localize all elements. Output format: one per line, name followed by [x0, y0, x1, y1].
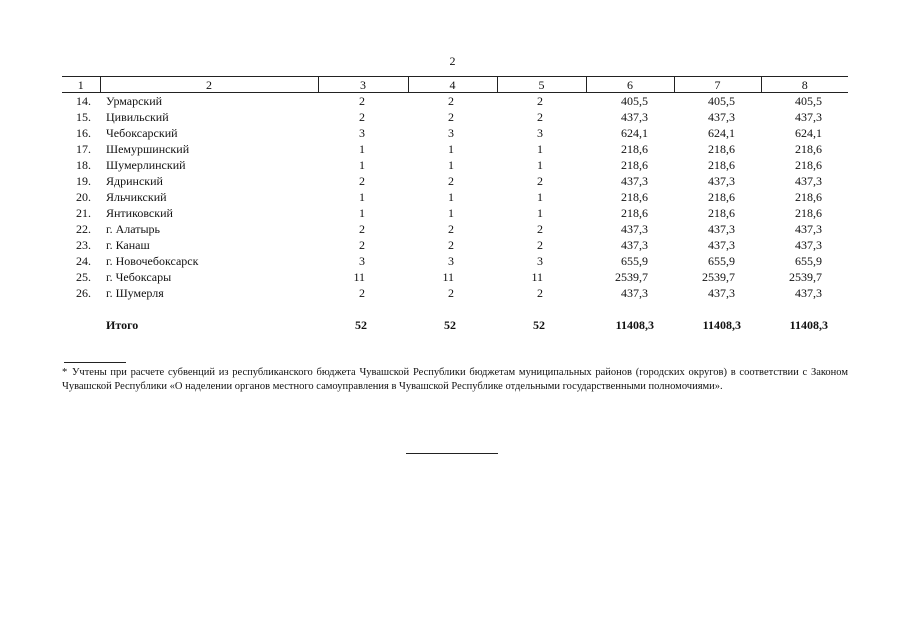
value-cell: 2: [537, 94, 543, 108]
table-row: [62, 141, 848, 157]
value-cell: 437,3: [621, 110, 648, 124]
value-cell: 2: [448, 94, 454, 108]
district-name: Ядринский: [106, 174, 163, 188]
total-value: 52: [355, 318, 367, 332]
value-cell: 218,6: [795, 190, 822, 204]
value-cell: 218,6: [708, 206, 735, 220]
column-header: 3: [318, 77, 408, 93]
row-number: 23.: [76, 238, 91, 252]
value-cell: 3: [359, 254, 365, 268]
value-cell: 2: [537, 222, 543, 236]
value-cell: 437,3: [621, 238, 648, 252]
value-cell: 1: [537, 190, 543, 204]
value-cell: 2: [448, 222, 454, 236]
value-cell: 1: [537, 158, 543, 172]
table-row: [62, 221, 848, 237]
value-cell: 2539,7: [702, 270, 735, 284]
district-name: г. Шумерля: [106, 286, 164, 300]
value-cell: 437,3: [795, 286, 822, 300]
value-cell: 2: [359, 110, 365, 124]
district-name: Чебоксарский: [106, 126, 178, 140]
page-number: 2: [449, 54, 456, 68]
value-cell: 218,6: [795, 142, 822, 156]
row-number: 15.: [76, 110, 91, 124]
district-name: г. Чебоксары: [106, 270, 172, 284]
value-cell: 437,3: [795, 110, 822, 124]
table-row: [62, 125, 848, 141]
district-name: Шумерлинский: [106, 158, 186, 172]
district-name: Урмарский: [106, 94, 163, 108]
value-cell: 3: [359, 126, 365, 140]
value-cell: 624,1: [795, 126, 822, 140]
table-row: [62, 285, 848, 301]
value-cell: 3: [537, 126, 543, 140]
value-cell: 1: [448, 190, 454, 204]
row-number: 21.: [76, 206, 91, 220]
value-cell: 1: [537, 206, 543, 220]
value-cell: 1: [448, 142, 454, 156]
total-value: 52: [444, 318, 456, 332]
district-name: Цивильский: [106, 110, 169, 124]
value-cell: 1: [537, 142, 543, 156]
value-cell: 405,5: [621, 94, 648, 108]
row-number: 17.: [76, 142, 91, 156]
value-cell: 2: [448, 174, 454, 188]
row-number: 26.: [76, 286, 91, 300]
value-cell: 1: [448, 206, 454, 220]
value-cell: 405,5: [708, 94, 735, 108]
total-value: 11408,3: [702, 318, 741, 332]
value-cell: 218,6: [795, 206, 822, 220]
value-cell: 11: [442, 270, 454, 284]
column-header: 7: [674, 77, 761, 93]
value-cell: 2: [537, 238, 543, 252]
district-name: г. Новочебоксарск: [106, 254, 199, 268]
row-number: 22.: [76, 222, 91, 236]
row-number: 16.: [76, 126, 91, 140]
table-row: [62, 205, 848, 221]
table-row: [62, 253, 848, 269]
value-cell: 218,6: [621, 158, 648, 172]
value-cell: 2: [448, 286, 454, 300]
value-cell: 1: [359, 158, 365, 172]
value-cell: 437,3: [795, 174, 822, 188]
value-cell: 655,9: [708, 254, 735, 268]
value-cell: 2: [359, 238, 365, 252]
value-cell: 3: [448, 126, 454, 140]
value-cell: 437,3: [708, 238, 735, 252]
row-number: 25.: [76, 270, 91, 284]
value-cell: 2539,7: [615, 270, 648, 284]
subvention-table: [62, 76, 848, 333]
value-cell: 437,3: [795, 222, 822, 236]
total-row: [62, 317, 848, 333]
row-number: [62, 317, 100, 333]
district-name: Шемуршинский: [106, 142, 190, 156]
column-header: 2: [100, 77, 318, 93]
row-number: 19.: [76, 174, 91, 188]
value-cell: 3: [448, 254, 454, 268]
value-cell: 1: [448, 158, 454, 172]
table-header-row: [62, 77, 848, 93]
value-cell: 11: [353, 270, 365, 284]
value-cell: 218,6: [708, 190, 735, 204]
district-name: Яльчикский: [106, 190, 167, 204]
row-number: 20.: [76, 190, 91, 204]
value-cell: 2: [359, 286, 365, 300]
value-cell: 2: [537, 286, 543, 300]
total-value: 52: [533, 318, 545, 332]
end-divider: [406, 453, 498, 454]
value-cell: 437,3: [708, 222, 735, 236]
table-row: [62, 269, 848, 285]
value-cell: 437,3: [708, 174, 735, 188]
row-number: 14.: [76, 94, 91, 108]
value-cell: 437,3: [621, 222, 648, 236]
value-cell: 2: [448, 110, 454, 124]
spacer-row: [62, 301, 848, 317]
table-row: [62, 189, 848, 205]
value-cell: 437,3: [621, 286, 648, 300]
value-cell: 2: [359, 174, 365, 188]
value-cell: 1: [359, 142, 365, 156]
district-name: г. Канаш: [106, 238, 150, 252]
total-value: 11408,3: [615, 318, 654, 332]
value-cell: 437,3: [621, 174, 648, 188]
value-cell: 437,3: [795, 238, 822, 252]
column-header: 8: [761, 77, 848, 93]
row-number: 18.: [76, 158, 91, 172]
value-cell: 2539,7: [789, 270, 822, 284]
value-cell: 218,6: [795, 158, 822, 172]
value-cell: 2: [537, 110, 543, 124]
value-cell: 1: [359, 206, 365, 220]
value-cell: 655,9: [795, 254, 822, 268]
total-value: 11408,3: [789, 318, 828, 332]
value-cell: 218,6: [708, 158, 735, 172]
table-row: [62, 173, 848, 189]
district-name: Янтиковский: [106, 206, 173, 220]
value-cell: 218,6: [708, 142, 735, 156]
value-cell: 218,6: [621, 142, 648, 156]
value-cell: 624,1: [621, 126, 648, 140]
total-label: Итого: [106, 318, 139, 332]
value-cell: 2: [359, 94, 365, 108]
value-cell: 1: [359, 190, 365, 204]
row-number: 24.: [76, 254, 91, 268]
table-row: [62, 157, 848, 173]
column-header: 1: [62, 77, 100, 93]
value-cell: 11: [531, 270, 543, 284]
value-cell: 655,9: [621, 254, 648, 268]
value-cell: 2: [448, 238, 454, 252]
value-cell: 405,5: [795, 94, 822, 108]
table-row: [62, 109, 848, 125]
footnote: [62, 366, 848, 394]
value-cell: 2: [537, 174, 543, 188]
table-row: [62, 237, 848, 253]
value-cell: 218,6: [621, 206, 648, 220]
district-name: г. Алатырь: [106, 222, 161, 236]
footnote-marker: *: [62, 367, 68, 378]
footnote-divider: [64, 362, 126, 363]
value-cell: 437,3: [708, 110, 735, 124]
footnote-text: Учтены при расчете субвенций из республиканского бюджета Чувашской Республики бюджетам муниципальных районов (городских округов) в соответствии с Законом Чувашской Республики «О наделении органов местного самоуправления в Чувашской Республике отдельными государственными полномочиями».: [62, 367, 848, 392]
value-cell: 218,6: [621, 190, 648, 204]
column-header: 5: [497, 77, 586, 93]
column-header: 4: [408, 77, 497, 93]
column-header: 6: [586, 77, 674, 93]
value-cell: 624,1: [708, 126, 735, 140]
table-row: [62, 93, 848, 110]
value-cell: 437,3: [708, 286, 735, 300]
value-cell: 2: [359, 222, 365, 236]
value-cell: 3: [537, 254, 543, 268]
